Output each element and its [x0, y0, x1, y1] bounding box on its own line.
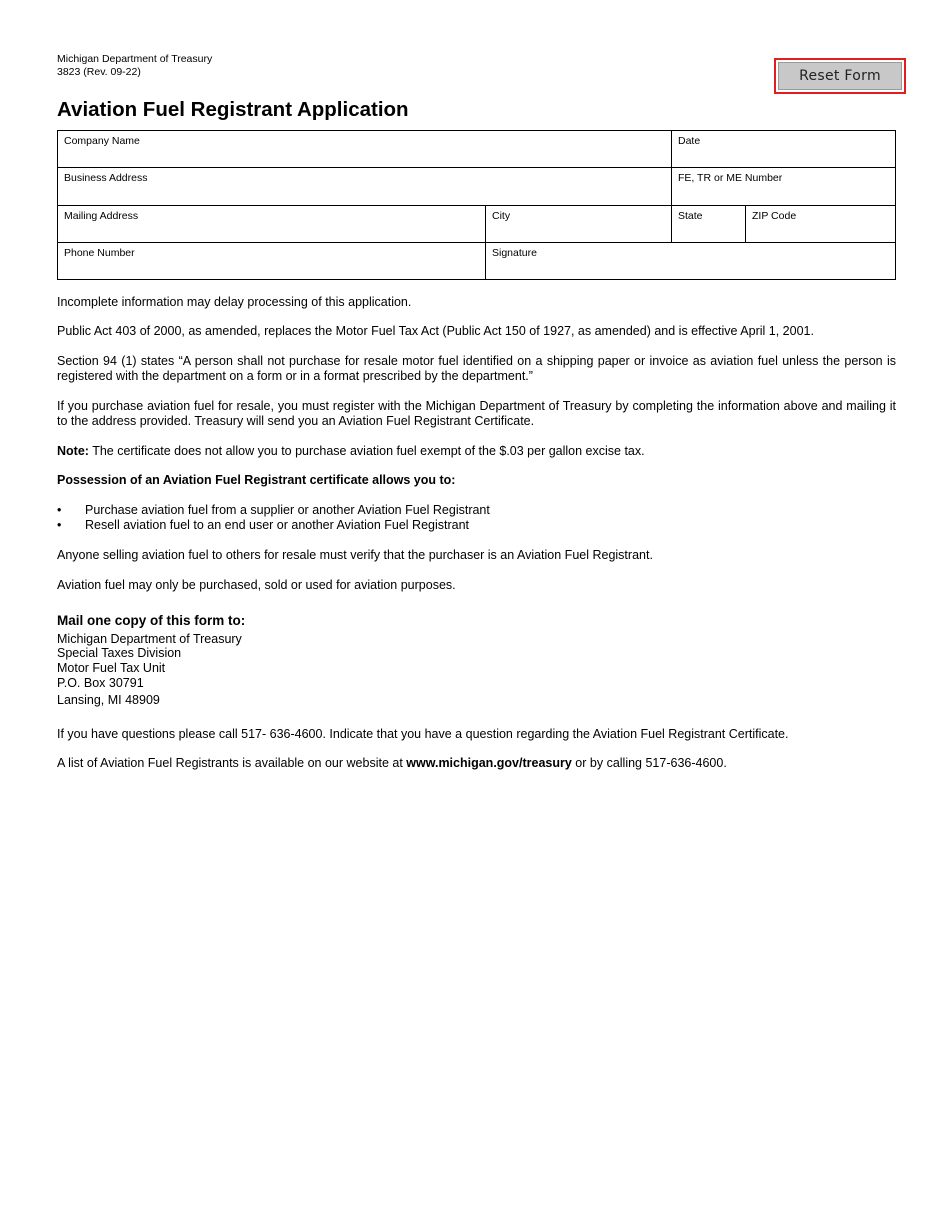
company-name-label: Company Name [64, 135, 140, 147]
business-address-cell [57, 167, 672, 206]
questions-paragraph: If you have questions please call 517- 636-4600. Indicate that you have a question regarding the Aviation Fuel Registrant Certificate. [57, 727, 789, 741]
section-94-paragraph: Section 94 (1) states “A person shall not purchase for resale motor fuel identified on a shipping paper or invoice as aviation fuel unless the person is registered with the department on a form or in a format prescribed by the department.” [57, 354, 896, 383]
treasury-website-link[interactable]: www.michigan.gov/treasury [406, 756, 572, 770]
phone-number-input[interactable] [64, 262, 479, 276]
mail-address-line: P.O. Box 30791 [57, 676, 144, 690]
bullet-marker: • [57, 518, 62, 532]
fe-tr-me-number-cell [671, 167, 896, 206]
registrant-list-paragraph [57, 756, 896, 771]
date-cell [671, 130, 896, 168]
date-input[interactable] [678, 150, 889, 164]
zip-code-input[interactable] [752, 225, 889, 239]
reset-form-label: Reset Form [778, 62, 902, 90]
possession-heading: Possession of an Aviation Fuel Registrant certificate allows you to: [57, 473, 456, 487]
bullet-item: Resell aviation fuel to an end user or another Aviation Fuel Registrant [85, 518, 470, 532]
bullet-marker: • [57, 503, 62, 517]
fe-tr-me-number-input[interactable] [678, 188, 889, 202]
mail-address-line: Lansing, MI 48909 [57, 693, 160, 707]
city-input[interactable] [492, 225, 665, 239]
signature-cell [485, 242, 896, 280]
company-name-cell [57, 130, 672, 168]
state-label: State [678, 210, 703, 222]
mail-address-line: Special Taxes Division [57, 646, 182, 660]
reset-form-button[interactable] [774, 58, 906, 94]
mailing-address-input[interactable] [64, 225, 479, 239]
incomplete-info-paragraph: Incomplete information may delay processing of this application. [57, 295, 412, 309]
note-text: The certificate does not allow you to purchase aviation fuel exempt of the $.03 per gallon excise tax. [88, 444, 645, 458]
registration-paragraph: If you purchase aviation fuel for resale, you must register with the Michigan Department of Treasury by completing the information above and mailing it to the address provided. Treasury will send you an Aviation Fuel Registrant Certificate. [57, 399, 896, 428]
city-label: City [492, 210, 511, 222]
signature-input[interactable] [492, 262, 889, 276]
agency-name: Michigan Department of Treasury [57, 53, 213, 65]
mail-address-line: Michigan Department of Treasury [57, 632, 242, 646]
note-paragraph [57, 444, 896, 459]
page-title: Aviation Fuel Registrant Application [57, 98, 409, 121]
fe-tr-me-number-label: FE, TR or ME Number [678, 172, 783, 184]
mailing-address-cell [57, 205, 486, 243]
registrant-list-text: A list of Aviation Fuel Registrants is available on our website at [57, 756, 407, 770]
aviation-purposes-paragraph: Aviation fuel may only be purchased, sold or used for aviation purposes. [57, 578, 456, 592]
business-address-input[interactable] [64, 188, 665, 202]
date-label: Date [678, 135, 701, 147]
verify-purchaser-paragraph: Anyone selling aviation fuel to others for resale must verify that the purchaser is an Aviation Fuel Registrant. [57, 548, 653, 562]
city-cell [485, 205, 672, 243]
registrant-list-phone-text: or by calling 517-636-4600. [571, 756, 727, 770]
business-address-label: Business Address [64, 172, 148, 184]
application-form-grid [57, 130, 896, 280]
state-input[interactable] [678, 225, 739, 239]
company-name-input[interactable] [64, 150, 665, 164]
mail-address-line: Motor Fuel Tax Unit [57, 661, 166, 675]
state-cell [671, 205, 746, 243]
phone-number-cell [57, 242, 486, 280]
mailing-address-label: Mailing Address [64, 210, 139, 222]
phone-number-label: Phone Number [64, 247, 135, 259]
signature-label: Signature [492, 247, 537, 259]
form-number: 3823 (Rev. 09-22) [57, 65, 141, 78]
note-label: Note: [57, 444, 89, 458]
agency-header [57, 53, 212, 78]
bullet-item: Purchase aviation fuel from a supplier or another Aviation Fuel Registrant [85, 503, 490, 517]
zip-code-cell [745, 205, 896, 243]
mail-heading: Mail one copy of this form to: [57, 613, 246, 628]
public-act-paragraph: Public Act 403 of 2000, as amended, replaces the Motor Fuel Tax Act (Public Act 150 of 1927, as amended) and is effective April 1, 2001. [57, 324, 814, 338]
zip-code-label: ZIP Code [752, 210, 797, 222]
